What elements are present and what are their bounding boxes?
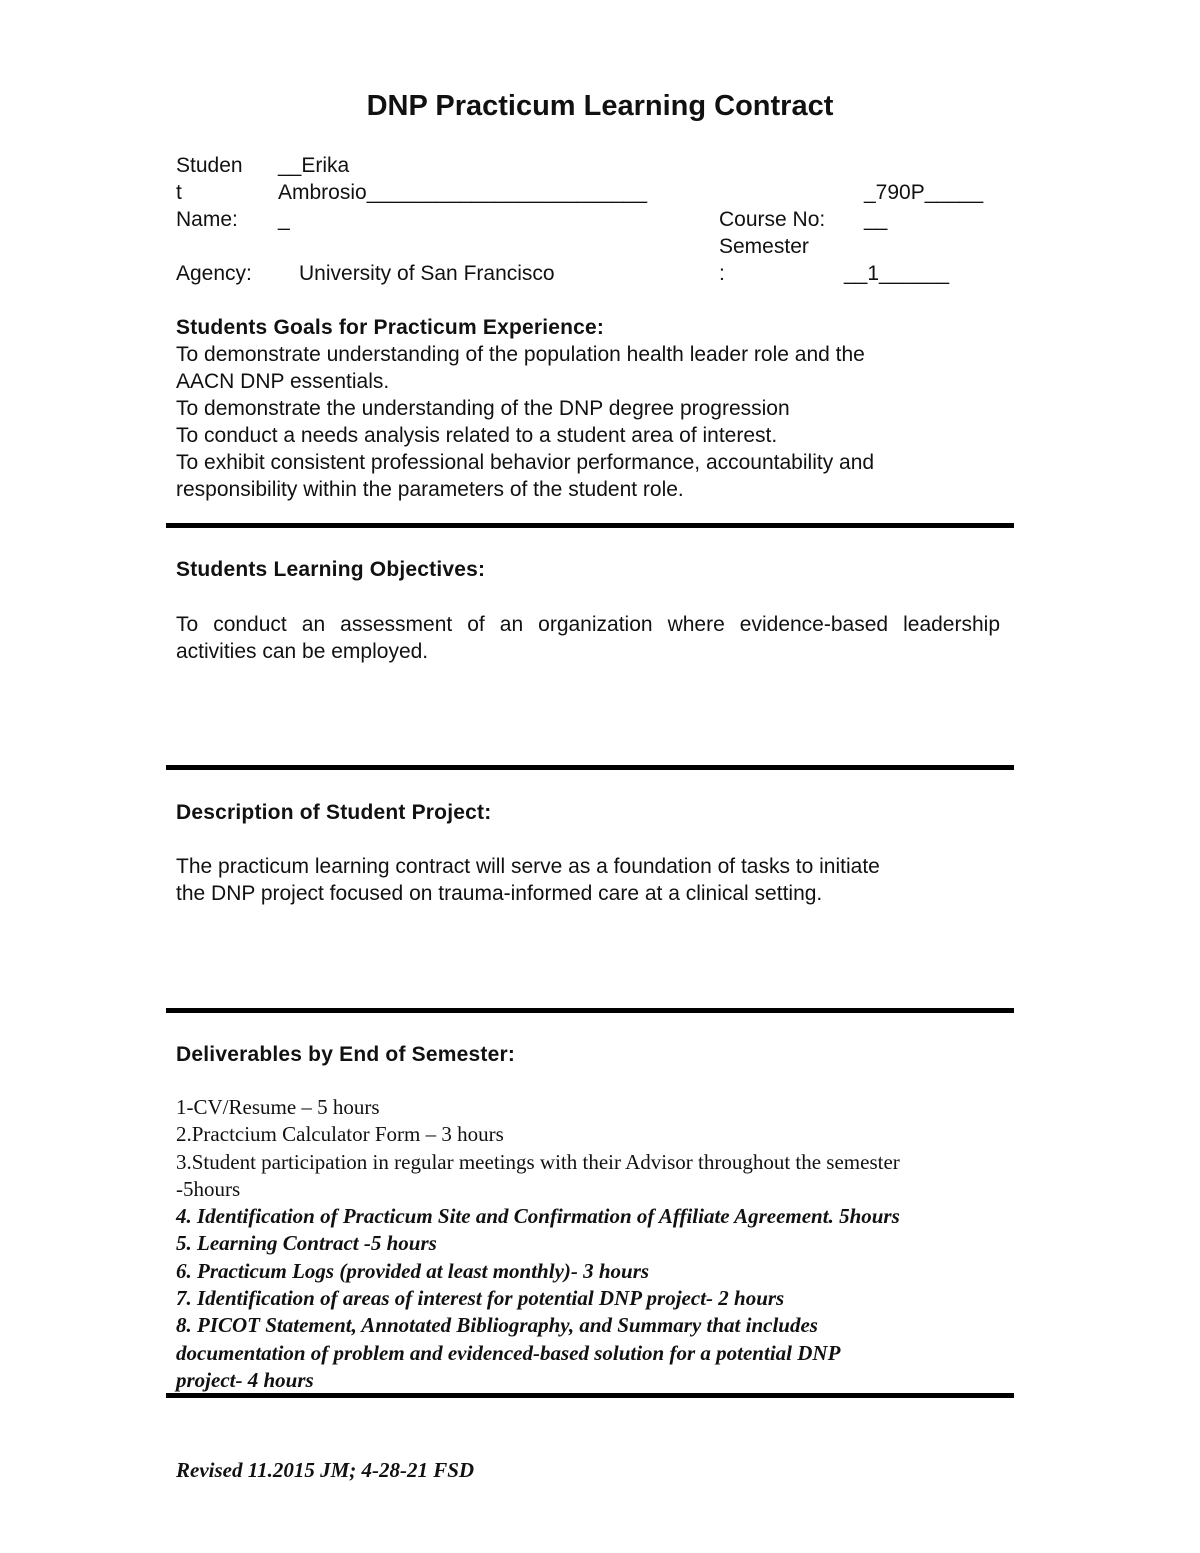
section-divider (166, 765, 1014, 770)
project-line: the DNP project focused on trauma-informed care at a clinical setting. (176, 882, 823, 905)
deliverables-list (176, 1094, 900, 1394)
student-label-line: Name: (176, 208, 238, 231)
deliverable-item: -5hours (176, 1176, 241, 1201)
course-label: Course No: (719, 208, 826, 231)
deliverable-item: 2.Practcium Calculator Form – 3 hours (176, 1122, 504, 1147)
goal-line: To demonstrate the understanding of the DNP degree progression (176, 397, 790, 420)
objectives-text: To conduct an assessment of an organization where evidence-based leadership activities can be employed. (176, 613, 1000, 663)
section-divider (166, 523, 1014, 528)
deliverables-heading: Deliverables by End of Semester: (176, 1043, 516, 1066)
goal-line: AACN DNP essentials. (176, 370, 390, 393)
course-value (864, 179, 983, 233)
deliverable-item: 7. Identification of areas of interest for potential DNP project- 2 hours (176, 1286, 785, 1311)
project-heading: Description of Student Project: (176, 801, 492, 824)
student-value-line: _ (278, 208, 290, 231)
deliverable-item: 1-CV/Resume – 5 hours (176, 1095, 380, 1119)
deliverable-item: 3.Student participation in regular meetings with their Advisor throughout the semester (176, 1149, 900, 1174)
student-label-line: t (176, 181, 182, 204)
deliverable-item: project- 4 hours (176, 1367, 314, 1392)
goals-list (176, 341, 874, 503)
deliverable-item: 5. Learning Contract -5 hours (176, 1231, 437, 1256)
section-divider (166, 1008, 1014, 1013)
goal-line: To demonstrate understanding of the population health leader role and the (176, 343, 865, 366)
student-name-value (278, 152, 647, 233)
semester-value: __1______ (844, 262, 950, 285)
deliverable-item: 8. PICOT Statement, Annotated Bibliography, and Summary that includes (176, 1313, 818, 1338)
semester-label-line: Semester (719, 235, 809, 258)
goal-line: To exhibit consistent professional behavior performance, accountability and (176, 451, 875, 474)
page-title: DNP Practicum Learning Contract (366, 90, 834, 122)
deliverable-item: 6. Practicum Logs (provided at least monthly)- 3 hours (176, 1258, 650, 1283)
project-line: The practicum learning contract will serve as a foundation of tasks to initiate (176, 855, 880, 878)
semester-label (719, 233, 809, 287)
agency-label: Agency: (176, 262, 252, 285)
goals-heading: Students Goals for Practicum Experience: (176, 316, 605, 339)
section-divider (166, 1393, 1014, 1398)
student-name-label (176, 152, 243, 233)
course-value-line: _790P_____ (864, 181, 984, 204)
student-label-line: Studen (176, 154, 243, 177)
objectives-heading: Students Learning Objectives: (176, 558, 486, 581)
goal-line: responsibility within the parameters of the student role. (176, 478, 684, 501)
student-value-line: Ambrosio________________________ (278, 181, 647, 204)
semester-label-line: : (719, 262, 725, 285)
agency-value: University of San Francisco (299, 262, 555, 285)
project-text (176, 853, 880, 907)
student-value-line: __Erika (278, 154, 350, 177)
deliverable-item: documentation of problem and evidenced-based solution for a potential DNP (176, 1340, 841, 1365)
course-value-line: __ (864, 208, 888, 231)
goal-line: To conduct a needs analysis related to a student area of interest. (176, 424, 778, 447)
deliverable-item: 4. Identification of Practicum Site and Confirmation of Affiliate Agreement. 5hours (176, 1204, 900, 1229)
revision-footer: Revised 11.2015 JM; 4-28-21 FSD (176, 1458, 475, 1482)
